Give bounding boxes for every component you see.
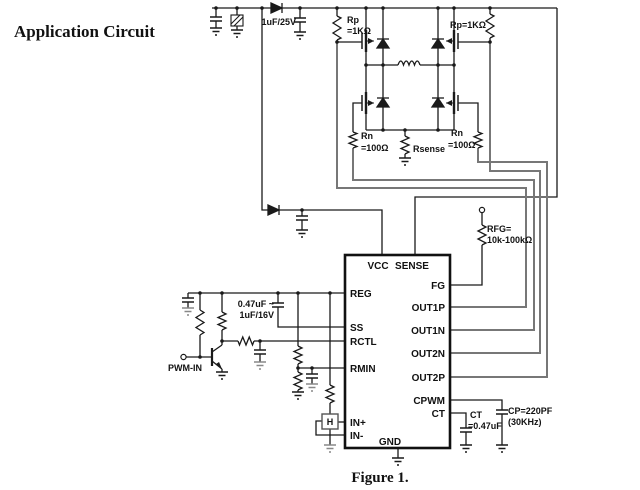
collector-resistor — [218, 312, 226, 330]
rmin-cap — [306, 374, 318, 378]
freewheel-diode-2-top — [432, 39, 444, 48]
freewheel-diode-1-bottom — [377, 98, 389, 107]
rn-left-name: Rn — [361, 131, 373, 141]
cp-cap — [496, 410, 508, 414]
rp-left-name: Rp — [347, 15, 359, 25]
reg-bypass-cap — [182, 298, 194, 302]
pin-label-out1n: OUT1N — [411, 326, 445, 337]
ss-cap-line1: 0.47uF ~ — [237, 299, 274, 309]
input-cap — [210, 17, 222, 21]
mosfets — [362, 30, 458, 114]
rp-left-resistor — [333, 16, 341, 40]
rctl-series-resistor — [238, 337, 254, 345]
rp-right-label: Rp=1KΩ — [450, 20, 486, 30]
pin-label-gnd: GND — [378, 437, 402, 448]
rfg-resistor — [478, 225, 486, 245]
out2p-gate-wire — [450, 148, 547, 377]
mosfet-low-side-right — [446, 92, 458, 114]
freewheel-diode-1-top — [377, 39, 389, 48]
page-title: Application Circuit — [14, 22, 155, 41]
pin-label-ct: CT — [431, 409, 445, 420]
cp-value-label: CP=220PF — [508, 406, 553, 416]
mosfet-low-side-left — [362, 92, 374, 114]
pin-label-rmin: RMIN — [350, 364, 376, 375]
rctl-filter-cap — [254, 350, 266, 354]
pwm-pullup-resistor — [196, 310, 204, 335]
pin-label-out2n: OUT2N — [411, 349, 445, 360]
rfg-terminal — [479, 207, 484, 212]
rfg-name: RFG= — [487, 224, 512, 234]
rsense-label: Rsense — [413, 144, 446, 154]
pin-label-out1p: OUT1P — [411, 303, 445, 314]
pin-label-ss: SS — [350, 323, 364, 334]
ss-cap-line2: 1uF/16V — [239, 310, 274, 320]
pin-label-in-minus: IN- — [350, 431, 364, 442]
ct-value-label: =0.47uF — [468, 421, 502, 431]
hall-bias-resistor — [326, 385, 334, 403]
cap-vcc-label: 1uF/25V — [261, 17, 296, 27]
pin-label-out2p: OUT2P — [411, 373, 445, 384]
freewheel-diode-2-bottom — [432, 98, 444, 107]
pin-label-cpwm: CPWM — [413, 396, 445, 407]
rfg-value: 10k-100kΩ — [487, 235, 533, 245]
pin-label-in-plus: IN+ — [350, 418, 366, 429]
rn-left-value: =100Ω — [361, 143, 389, 153]
rail-diode — [271, 3, 282, 13]
mosfet-high-side-right — [446, 30, 458, 52]
pwm-in-terminal — [181, 354, 186, 359]
rmin-upper-resistor — [294, 346, 302, 364]
hall-sensor-label: H — [326, 417, 334, 427]
pwm-in-label: PWM-IN — [168, 363, 202, 373]
rn-right-value: =100Ω — [448, 140, 476, 150]
pin-label-reg: REG — [350, 289, 372, 300]
vcc-feed-diode — [268, 205, 279, 215]
rp-right-resistor — [486, 14, 494, 38]
pin-label-rctl: RCTL — [350, 337, 377, 348]
motor-winding-inductor — [398, 61, 420, 65]
rn-right-name: Rn — [451, 128, 463, 138]
cp-freq-label: (30KHz) — [508, 417, 542, 427]
input-zener-box — [231, 15, 243, 26]
pin-label-sense: SENSE — [395, 261, 429, 272]
vcc-filter-cap — [296, 216, 308, 220]
rmin-lower-resistor — [294, 372, 302, 390]
rp-left-value: =1KΩ — [347, 26, 371, 36]
pin-label-vcc: VCC — [367, 261, 389, 272]
rn-left-resistor — [349, 132, 357, 148]
figure-caption: Figure 1. — [351, 470, 409, 486]
pin-label-fg: FG — [431, 281, 445, 292]
ct-name-label: CT — [470, 410, 482, 420]
grounds-gray — [182, 308, 336, 452]
rsense-resistor — [401, 136, 409, 154]
